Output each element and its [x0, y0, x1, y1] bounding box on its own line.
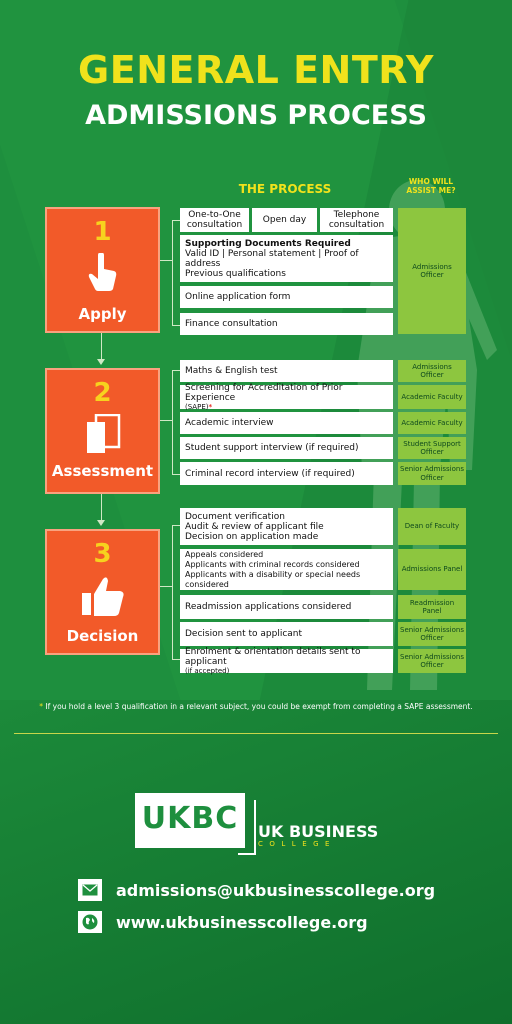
stage-label: Apply [78, 305, 127, 323]
box-text: Decision sent to applicant [185, 629, 303, 639]
apply-one-to-one [180, 208, 249, 232]
website-link[interactable]: www.ukbusinesscollege.org [116, 912, 368, 932]
contact-email[interactable] [78, 879, 435, 901]
connector-line [160, 260, 172, 261]
assist-text: Student Support Officer [403, 439, 461, 456]
assist-role [398, 412, 466, 434]
logo-name: UK BUSINESS [258, 822, 379, 841]
flow-arrow-icon [97, 520, 105, 526]
box-text: Maths & English test [185, 366, 278, 376]
pointer-hand-icon [47, 253, 158, 293]
box-text: Screening for Accreditation of Prior Experience [185, 383, 343, 403]
apply-supporting-docs [180, 235, 393, 282]
background-shape [0, 700, 512, 1024]
apply-finance [180, 313, 393, 335]
stage-label: Assessment [51, 462, 154, 480]
assist-role [398, 508, 466, 545]
box-text: Document verification [185, 511, 285, 522]
assist-role [398, 462, 466, 485]
email-link[interactable]: admissions@ukbusinesscollege.org [116, 880, 436, 900]
globe-icon [78, 911, 102, 933]
assist-text: Admissions Officer [412, 362, 452, 379]
connector-line [160, 586, 172, 587]
stage-number: 2 [93, 378, 112, 408]
apply-telephone [320, 208, 393, 232]
assist-text: Senior Admissions Officer [400, 625, 464, 642]
assessment-step [180, 385, 393, 409]
process-header: THE PROCESS [238, 182, 332, 196]
decision-enrolment [180, 649, 393, 673]
documents-icon [47, 414, 158, 454]
box-text: Decision on application made [185, 531, 319, 542]
box-text: Online application form [185, 292, 291, 302]
assist-text: Admissions Panel [401, 565, 463, 574]
logo-frame [238, 800, 256, 855]
box-title: Supporting Documents Required [185, 238, 351, 249]
box-text: Previous qualifications [185, 268, 286, 279]
footnote-marker: * [208, 403, 213, 411]
assist-admissions-officer [398, 208, 466, 334]
assessment-step [180, 360, 393, 382]
assist-role [398, 649, 466, 673]
assist-role [398, 360, 466, 382]
assist-text: Academic Faculty [401, 392, 463, 401]
box-subtext: (if accepted) [185, 667, 230, 675]
stage-label: Decision [66, 627, 139, 645]
stage-apply [45, 207, 160, 333]
footnote [0, 702, 512, 711]
assist-header: WHO WILL ASSIST ME? [406, 177, 456, 195]
flow-line [101, 333, 102, 361]
assessment-step [180, 412, 393, 434]
box-text: Academic interview [185, 418, 274, 428]
box-subtext: (SAPE) [185, 403, 209, 411]
assist-text: Dean of Faculty [404, 522, 460, 531]
assessment-step [180, 437, 393, 459]
decision-appeals [180, 549, 393, 590]
logo [135, 793, 245, 848]
flow-line [101, 494, 102, 522]
box-text: Telephone consultation [328, 210, 385, 230]
stage-number: 1 [93, 217, 112, 247]
assist-text: Readmission Panel [409, 598, 455, 615]
logo-subtitle: COLLEGE [258, 840, 336, 848]
box-text: Appeals considered [185, 549, 264, 559]
envelope-icon [78, 879, 102, 901]
assist-text: Senior Admissions Officer [400, 652, 464, 669]
box-text: Enrolment & orientation details sent to applicant [185, 647, 361, 667]
footnote-text: If you hold a level 3 qualification in a relevant subject, you could be exempt from completing a SAPE assessment. [45, 702, 473, 711]
connector-line [160, 420, 172, 421]
box-text: Applicants with criminal records considered [185, 559, 360, 569]
box-text: Student support interview (if required) [185, 443, 359, 453]
flow-arrow-icon [97, 359, 105, 365]
divider [14, 733, 498, 734]
stage-decision [45, 529, 160, 655]
assist-role [398, 595, 466, 619]
box-text: Finance consultation [185, 319, 278, 329]
assist-role [398, 437, 466, 459]
assist-role [398, 385, 466, 409]
box-text: Valid ID | Personal statement | Proof of address [185, 248, 359, 269]
decision-sent [180, 622, 393, 646]
assessment-step [180, 462, 393, 485]
assist-role [398, 549, 466, 590]
assist-text: Admissions Officer [412, 262, 452, 279]
box-text: Applicants with a disability or special needs considered [185, 569, 361, 589]
apply-open-day [252, 208, 317, 232]
decision-readmission [180, 595, 393, 619]
decision-verification [180, 508, 393, 545]
page-title: GENERAL ENTRY [78, 48, 434, 92]
footnote-marker: * [39, 702, 43, 711]
box-text: Audit & review of applicant file [185, 521, 324, 532]
box-text: One-to-One consultation [186, 210, 243, 230]
apply-online-form [180, 286, 393, 308]
contact-website[interactable] [78, 911, 368, 933]
assist-text: Academic Faculty [401, 418, 463, 427]
thumbs-up-icon [47, 575, 158, 617]
stage-number: 3 [93, 539, 112, 569]
box-text: Open day [262, 215, 307, 225]
page-subtitle: ADMISSIONS PROCESS [85, 100, 427, 131]
assist-role [398, 622, 466, 646]
logo-mark: UKBC [141, 801, 239, 836]
stage-assessment [45, 368, 160, 494]
box-text: Criminal record interview (if required) [185, 468, 355, 479]
box-text: Readmission applications considered [185, 602, 352, 612]
assist-text: Senior Admissions Officer [400, 465, 464, 482]
